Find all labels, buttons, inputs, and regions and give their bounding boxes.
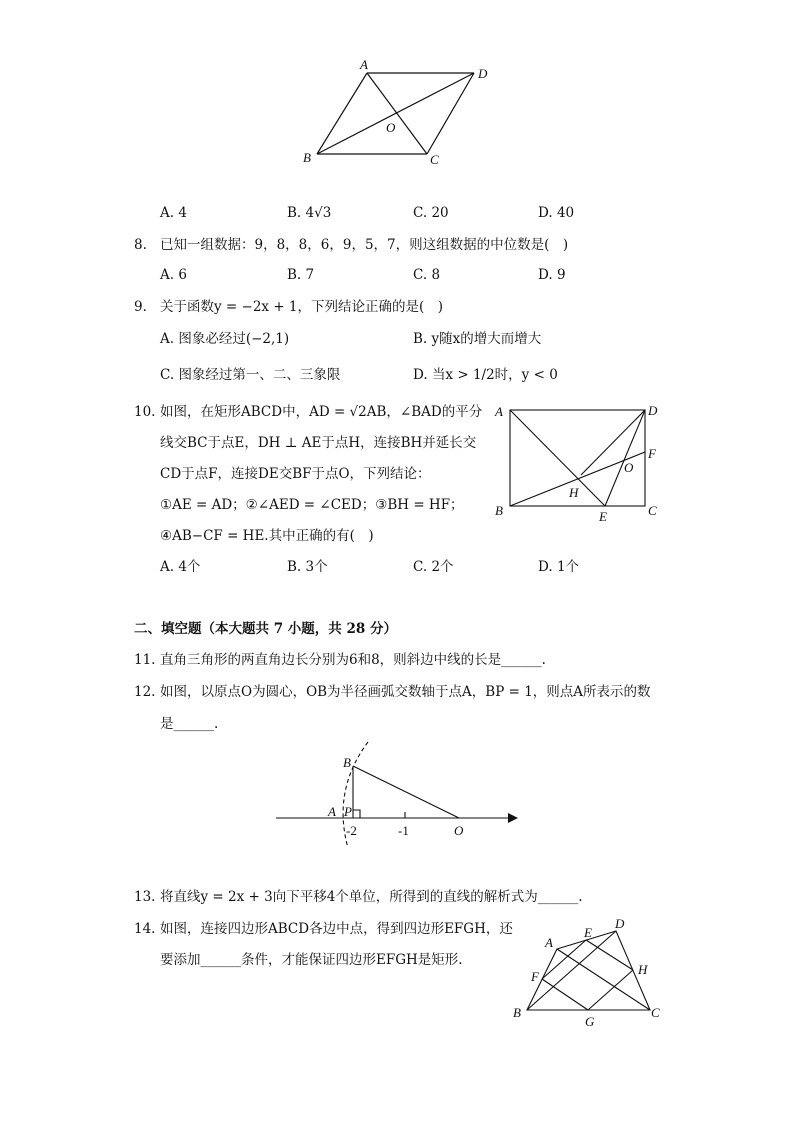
q10-line-5: ④AB−CF = HE.其中正确的有( ) [160,528,374,544]
q10-number: 10. [134,404,156,420]
q10-line-1: 如图，在矩形ABCD中，AD = √2AB，∠BAD的平分 [160,404,483,420]
label-B: B [343,755,351,770]
tick-label-neg1: -1 [398,823,409,838]
label-F: F [531,969,539,984]
q12-line-1: 如图，以原点O为圆心，OB为半径画弧交数轴于点A，BP = 1，则点A所表示的数 [160,684,651,700]
label-A: A [328,804,336,819]
q8-option-d[interactable]: D. 9 [538,267,566,283]
q14-line-1: 如图，连接四边形ABCD各边中点，得到四边形EFGH，还 [160,921,513,937]
q10-option-b[interactable]: B. 3个 [287,559,328,575]
q13-stem: 将直线y = 2x + 3向下平移4个单位，所得到的直线的解析式为______. [160,889,583,905]
q9-option-b[interactable]: B. y随x的增大而增大 [413,331,542,347]
q9-number: 9. [134,299,147,315]
label-O: O [386,120,396,135]
q12-line-2: 是______. [160,716,219,732]
q9-option-d[interactable]: D. 当x > 1/2时，y < 0 [413,367,558,383]
q11-number: 11. [134,652,156,668]
q7-option-d[interactable]: D. 40 [538,205,575,221]
label-C: C [648,503,657,518]
label-A: A [495,404,503,419]
q7-option-a[interactable]: A. 4 [160,205,187,221]
label-E: E [584,925,592,940]
label-O: O [454,823,464,838]
label-O: O [624,460,634,475]
label-P: P [344,804,352,819]
label-B: B [495,503,503,518]
q14-number: 14. [134,921,156,937]
label-F: F [648,446,656,461]
tick-label-neg2: -2 [346,823,357,838]
q10-line-4: ①AE = AD；②∠AED = ∠CED；③BH = HF； [160,497,464,513]
q10-option-c[interactable]: C. 2个 [413,559,454,575]
q10-option-a[interactable]: A. 4个 [160,559,201,575]
label-E: E [599,509,607,524]
q10-option-d[interactable]: D. 1个 [538,559,580,575]
label-D: D [615,916,625,931]
q12-number: 12. [134,684,156,700]
label-D: D [478,66,488,81]
section-2-title: 二、填空题（本大题共 7 小题，共 28 分） [134,621,397,637]
q14-line-2: 要添加______条件，才能保证四边形EFGH是矩形. [160,952,463,968]
q8-option-a[interactable]: A. 6 [160,267,187,283]
q8-option-c[interactable]: C. 8 [413,267,441,283]
label-H: H [569,485,579,500]
q9-option-a[interactable]: A. 图象必经过(−2,1) [160,331,290,347]
label-A: A [360,57,368,72]
q9-stem: 关于函数y = −2x + 1，下列结论正确的是( ) [160,299,444,315]
label-A: A [545,935,553,950]
label-B: B [513,1005,521,1020]
q10-line-2: 线交BC于点E，DH ⊥ AE于点H，连接BH并延长交 [160,435,477,451]
label-D: D [648,403,658,418]
q11-stem: 直角三角形的两直角边长分别为6和8，则斜边中线的长是______. [160,652,546,668]
q8-option-b[interactable]: B. 7 [287,267,315,283]
label-B: B [303,150,311,165]
q7-option-c[interactable]: C. 20 [413,205,449,221]
label-C: C [651,1005,660,1020]
q8-stem: 已知一组数据：9，8，8，6，9，5，7，则这组数据的中位数是( ) [160,237,569,253]
q9-option-c[interactable]: C. 图象经过第一、二、三象限 [160,367,341,383]
q10-line-3: CD于点F，连接DE交BF于点O，下列结论： [160,466,431,482]
label-H: H [638,962,648,977]
q13-number: 13. [134,889,156,905]
label-C: C [430,152,439,167]
q8-number: 8. [134,237,147,253]
q7-option-b[interactable]: B. 4√3 [287,205,332,221]
label-G: G [585,1014,595,1029]
